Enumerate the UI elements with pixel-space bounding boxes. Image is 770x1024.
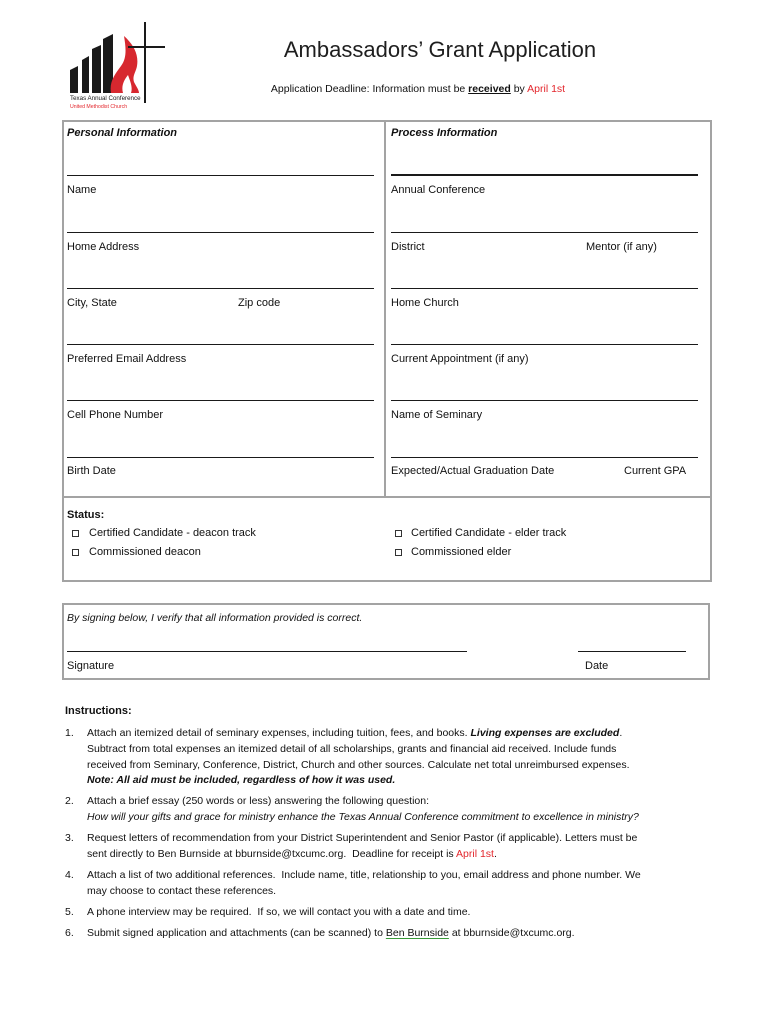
name-field[interactable] xyxy=(67,175,374,176)
city-state-zip-field[interactable] xyxy=(67,288,374,289)
item-number: 5. xyxy=(65,906,74,918)
graduation-date-label: Expected/Actual Graduation Date xyxy=(391,465,555,477)
graduation-gpa-field[interactable] xyxy=(391,457,698,458)
logo-bar xyxy=(82,56,89,93)
name-label: Name xyxy=(67,184,97,196)
seminary-field[interactable] xyxy=(391,400,698,401)
commissioned-deacon-checkbox[interactable] xyxy=(72,549,79,556)
elder-track-checkbox[interactable] xyxy=(395,530,402,537)
item-text-part: . xyxy=(619,727,623,739)
current-gpa-label: Current GPA xyxy=(624,465,687,477)
item-number: 6. xyxy=(65,927,74,939)
item-text-part: Submit signed application and attachments (can be scanned) to xyxy=(87,927,386,939)
logo-bar xyxy=(70,66,78,93)
annual-conference-field[interactable] xyxy=(391,174,698,176)
item-text xyxy=(87,847,497,861)
item-text: Attach a list of two additional references. Include name, title, relationship to you, email address and phone number. We xyxy=(87,869,641,881)
deadline-prefix: Application Deadline: Information must be xyxy=(270,83,469,95)
logo-name-line2: United Methodist Church xyxy=(70,104,128,110)
signature-field[interactable] xyxy=(67,651,467,652)
commissioned-elder-label: Commissioned elder xyxy=(411,546,512,558)
signature-label: Signature xyxy=(67,660,115,672)
logo-name-line1: Texas Annual Conference xyxy=(70,95,141,102)
deadline-note xyxy=(240,82,596,96)
item-number: 4. xyxy=(65,869,74,881)
current-appointment-field[interactable] xyxy=(391,344,698,345)
applicant-info-panel xyxy=(62,120,712,582)
home-address-field[interactable] xyxy=(67,232,374,233)
item-text: A phone interview may be required. If so, we will contact you with a date and time. xyxy=(87,906,471,918)
deadline-emphasis: received xyxy=(468,83,511,95)
receipt-deadline: April 1st xyxy=(456,848,494,860)
email-label: Preferred Email Address xyxy=(67,353,187,365)
commissioned-elder-checkbox[interactable] xyxy=(395,549,402,556)
seminary-label: Name of Seminary xyxy=(391,409,483,421)
essay-question: How will your gifts and grace for ministry enhance the Texas Annual Conference commitment to excellence in ministry? xyxy=(87,811,639,823)
item-text xyxy=(87,726,622,740)
status-heading: Status: xyxy=(67,509,105,521)
current-appointment-label: Current Appointment (if any) xyxy=(391,353,529,365)
birth-date-label: Birth Date xyxy=(67,465,116,477)
date-field[interactable] xyxy=(578,651,686,652)
verification-statement: By signing below, I verify that all information provided is correct. xyxy=(67,612,363,624)
contact-name-link[interactable]: Ben Burnside xyxy=(385,927,449,939)
elder-track-label: Certified Candidate - elder track xyxy=(411,527,567,539)
commissioned-deacon-label: Commissioned deacon xyxy=(89,546,201,558)
district-label: District xyxy=(391,241,425,253)
page-title: Ambassadors’ Grant Application xyxy=(283,37,597,62)
annual-conference-label: Annual Conference xyxy=(391,184,486,196)
city-state-label: City, State xyxy=(67,297,117,309)
zip-code-label: Zip code xyxy=(238,297,281,309)
item-text-part: . xyxy=(493,848,497,860)
item-number: 2. xyxy=(65,795,74,807)
item-text-part: Attach an itemized detail of seminary expenses, including tuition, fees, and books. xyxy=(87,727,471,739)
mentor-label: Mentor (if any) xyxy=(586,241,657,253)
item-number: 3. xyxy=(65,832,74,844)
process-info-heading: Process Information xyxy=(391,127,498,139)
item-text-part: sent directly to Ben Burnside at bburnside@txcumc.org. Deadline for receipt is xyxy=(87,848,457,860)
item-text xyxy=(87,926,575,940)
item-note: Note: All aid must be included, regardless of how it was used. xyxy=(87,774,396,786)
item-text-part: at bburnside@txcumc.org. xyxy=(448,927,575,939)
birth-date-field[interactable] xyxy=(67,457,374,458)
deacon-track-label: Certified Candidate - deacon track xyxy=(89,527,256,539)
deadline-by: by xyxy=(510,83,528,95)
deacon-track-checkbox[interactable] xyxy=(72,530,79,537)
personal-info-heading: Personal Information xyxy=(67,127,178,139)
status-divider xyxy=(63,496,711,498)
conference-logo xyxy=(66,20,168,112)
logo-bar xyxy=(92,45,101,93)
email-field[interactable] xyxy=(67,344,374,345)
item-text: Subtract from total expenses an itemized detail of all scholarships, grants and financial aid received. Include funds xyxy=(87,743,617,755)
home-church-field[interactable] xyxy=(391,288,698,289)
cell-phone-label: Cell Phone Number xyxy=(67,409,163,421)
instructions-heading: Instructions: xyxy=(65,705,132,717)
item-text: received from Seminary, Conference, District, Church and other sources. Calculate net total unreimbursed expenses. xyxy=(87,759,630,771)
item-number: 1. xyxy=(65,727,74,739)
district-mentor-field[interactable] xyxy=(391,232,698,233)
home-address-label: Home Address xyxy=(67,241,140,253)
home-church-label: Home Church xyxy=(391,297,459,309)
column-divider xyxy=(384,121,386,497)
item-text: Request letters of recommendation from your District Superintendent and Senior Pastor (if applicable). Letters must be xyxy=(87,832,638,844)
cell-phone-field[interactable] xyxy=(67,400,374,401)
item-text: may choose to contact these references. xyxy=(87,885,277,897)
item-text: Attach a brief essay (250 words or less) answering the following question: xyxy=(87,795,430,807)
date-label: Date xyxy=(585,660,609,672)
item-emphasis: Living expenses are excluded xyxy=(470,727,620,739)
deadline-date: April 1st xyxy=(527,83,566,95)
